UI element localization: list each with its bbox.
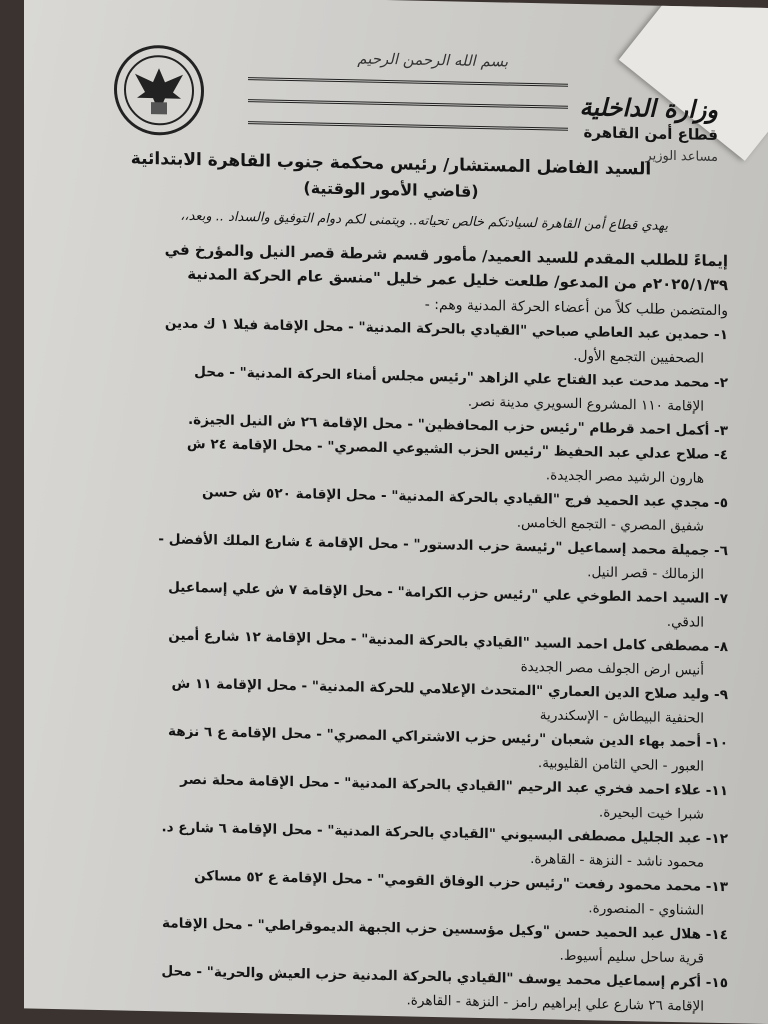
reference-line-1: إيماءً للطلب المقدم للسيد العميد/ مأمور قسم شرطة قصر النيل والمؤرخ في	[164, 240, 728, 271]
person-entry-line-2: محمود ناشد - النزهة - القاهرة.	[530, 851, 704, 871]
person-number: ٨	[719, 638, 728, 656]
basmala: بسم الله الرحمن الرحيم	[357, 49, 508, 71]
person-entry-line-1: ١٠- أحمد بهاء الدين شعبان "رئيس حزب الاشتراكي المصري" - محل الإقامة ع ٦ نزهة	[167, 723, 728, 752]
person-entry-line-2: الحنفية البيطاش - الإسكندرية	[539, 707, 704, 727]
office-name: مساعد الوزير	[645, 148, 718, 165]
letter-body	[54, 33, 728, 1019]
person-details: محمد محمود رفعت "رئيس حزب الوفاق القومي" - محل الإقامة ع ٥٢ مساكن	[194, 867, 702, 895]
person-entry-line-1: ١- حمدين عبد العاطي صباحي "القيادي بالحركة المدنية" - محل الإقامة فيلا ١ ك مدين	[164, 315, 728, 344]
person-details: أكرم إسماعيل محمد يوسف "القيادي بالحركة المدنية حزب العيش والحرية" - محل	[161, 963, 702, 991]
person-details: وليد صلاح الدين العماري "المتحدث الإعلامي للحركة المدنية" - محل الإقامة ١١ ش	[171, 675, 710, 703]
reference-line	[54, 235, 728, 297]
person-number: ٧	[719, 590, 728, 608]
person-entry-line-1: ١٥- أكرم إسماعيل محمد يوسف "القيادي بالحركة المدنية حزب العيش والحرية" - محل	[161, 963, 728, 992]
person-entry-line-1: ٢- محمد مدحت عبد الفتاح علي الزاهد "رئيس مجلس أمناء الحركة المدنية" - محل	[194, 363, 728, 392]
person-entry-line-2: شفيق المصري - التجمع الخامس.	[516, 514, 704, 535]
person-details: السيد احمد الطوخي علي "رئيس حزب الكرامة" - محل الإقامة ٧ ش علي إسماعيل	[168, 579, 710, 607]
ministry-block	[579, 92, 718, 165]
person-entry-line-1: ٩- وليد صلاح الدين العماري "المتحدث الإعلامي للحركة المدنية" - محل الإقامة ١١ ش	[171, 675, 728, 704]
person-entry-line-1: ١٣- محمد محمود رفعت "رئيس حزب الوفاق القومي" - محل الإقامة ع ٥٢ مساكن	[194, 867, 728, 896]
ministry-name: وزارة الداخلية	[579, 92, 718, 124]
request-intro: والمتضمن طلب كلاً من أعضاء الحركة المدنية وهم: -	[424, 296, 728, 320]
person-entry-line-2: الشناوي - المنصورة.	[588, 900, 704, 919]
person-entry-line-2: الإقامة ٢٦ شارع علي إبراهيم رامز - النزهة - القاهرة.	[406, 992, 704, 1015]
person-number: ١٣	[711, 878, 728, 896]
person-number: ١	[719, 326, 728, 344]
person-details: مصطفى كامل احمد السيد "القيادي بالحركة المدنية" - محل الإقامة ١٢ شارع أمين	[168, 627, 710, 655]
person-entry-line-1: ٣- أكمل احمد قرطام "رئيس حزب المحافظين" - محل الإقامة ٢٦ ش النيل الجيزة.	[188, 411, 728, 440]
sector-name: قطاع أمن القاهرة	[583, 123, 718, 144]
greeting: يهدي قطاع أمن القاهرة لسيادتكم خالص تحياته.. ويتمنى لكم دوام التوفيق والسداد .. وبعد،،	[180, 208, 668, 234]
person-entry-line-1: ١٢- عبد الجليل مصطفى البسيوني "القيادي بالحركة المدنية" - محل الإقامة ٦ شارع د.	[161, 819, 728, 848]
person-number: ١٥	[711, 974, 728, 992]
person-entry-line-2: الزمالك - قصر النيل.	[587, 564, 704, 583]
letterhead-rule	[248, 121, 568, 131]
person-entry-line-1: ٨- مصطفى كامل احمد السيد "القيادي بالحركة المدنية" - محل الإقامة ١٢ شارع أمين	[168, 627, 728, 656]
person-entry-line-1: ٦- جميلة محمد إسماعيل "رئيسة حزب الدستور" - محل الإقامة ٤ شارع الملك الأفضل -	[158, 531, 728, 560]
person-number: ٥	[719, 494, 728, 512]
person-entry-line-2: أنيس ارض الجولف مصر الجديدة	[520, 658, 704, 679]
person-entry-line-2: شبرا خيت البحيرة.	[598, 804, 704, 823]
person-details: أحمد بهاء الدين شعبان "رئيس حزب الاشتراكي المصري" - محل الإقامة ع ٦ نزهة	[167, 723, 702, 751]
person-details: أكمل احمد قرطام "رئيس حزب المحافظين" - محل الإقامة ٢٦ ش النيل الجيزة.	[188, 411, 710, 439]
person-details: هلال عبد الحميد حسن "وكيل مؤسسين حزب الجبهة الديموقراطي" - محل الإقامة	[162, 915, 702, 943]
person-entry-line-2: الإقامة ١١٠ المشروع السويري مدينة نصر.	[467, 393, 704, 415]
letterhead-rule	[248, 99, 568, 109]
person-details: علاء احمد فخري عبد الرحيم "القيادي بالحركة المدنية" - محل الإقامة محلة نصر	[180, 771, 702, 799]
person-entry-line-2: الصحفيين التجمع الأول.	[573, 347, 704, 367]
person-entry-line-1: ١١- علاء احمد فخري عبد الرحيم "القيادي بالحركة المدنية" - محل الإقامة محلة نصر	[180, 771, 728, 800]
person-details: محمد مدحت عبد الفتاح علي الزاهد "رئيس مجلس أمناء الحركة المدنية" - محل	[194, 363, 710, 391]
police-emblem-icon	[114, 44, 204, 136]
person-details: حمدين عبد العاطي صباحي "القيادي بالحركة المدنية" - محل الإقامة فيلا ١ ك مدين	[164, 315, 710, 343]
person-entry-line-2: هارون الرشيد مصر الجديدة.	[545, 467, 704, 487]
person-number: ٦	[719, 542, 728, 560]
person-entry-line-2: قرية ساحل سليم أسيوط.	[559, 947, 704, 967]
person-entry-line-1: ٧- السيد احمد الطوخي علي "رئيس حزب الكرامة" - محل الإقامة ٧ ش علي إسماعيل	[168, 579, 728, 608]
person-entry-line-1: ٥- مجدي عبد الحميد فرج "القيادي بالحركة المدنية" - محل الإقامة ٥٢٠ ش حسن	[201, 484, 728, 512]
addressee-role: (قاضي الأمور الوقتية)	[303, 178, 479, 201]
person-details: عبد الجليل مصطفى البسيوني "القيادي بالحركة المدنية" - محل الإقامة ٦ شارع د.	[161, 819, 702, 847]
person-details: صلاح عدلي عبد الحفيظ "رئيس الحزب الشيوعي المصري" - محل الإقامة ٢٤ ش	[186, 435, 710, 463]
addressee: السيد الفاضل المستشار/ رئيس محكمة جنوب القاهرة الابتدائية	[130, 148, 652, 180]
person-details: مجدي عبد الحميد فرج "القيادي بالحركة المدنية" - محل الإقامة ٥٢٠ ش حسن	[201, 484, 710, 511]
person-number: ٣	[719, 422, 728, 440]
person-number: ١٤	[711, 926, 728, 944]
person-entry-line-1: ١٤- هلال عبد الحميد حسن "وكيل مؤسسين حزب الجبهة الديموقراطي" - محل الإقامة	[162, 915, 728, 944]
person-number: ١٠	[711, 734, 728, 752]
person-entry-line-1: ٤- صلاح عدلي عبد الحفيظ "رئيس الحزب الشيوعي المصري" - محل الإقامة ٢٤ ش	[186, 435, 728, 464]
person-number: ١٢	[711, 830, 728, 848]
person-entry-line-2: العبور - الحي الثامن القليوبية.	[537, 755, 704, 775]
person-entry-line-2: الدقي.	[666, 613, 704, 631]
document-page	[24, 0, 768, 1024]
person-number: ١١	[711, 782, 728, 800]
letterhead-rule	[248, 77, 568, 87]
person-number: ٢	[719, 374, 728, 392]
person-number: ٩	[719, 686, 728, 704]
person-number: ٤	[719, 446, 728, 464]
persons-list	[54, 309, 728, 1019]
person-details: جميلة محمد إسماعيل "رئيسة حزب الدستور" - محل الإقامة ٤ شارع الملك الأفضل -	[158, 531, 710, 559]
reference-line-2: ٢٠٢٥/١/٣٩م من المدعو/ طلعت خليل عمر خليل "منسق عام الحركة المدنية	[187, 264, 728, 295]
